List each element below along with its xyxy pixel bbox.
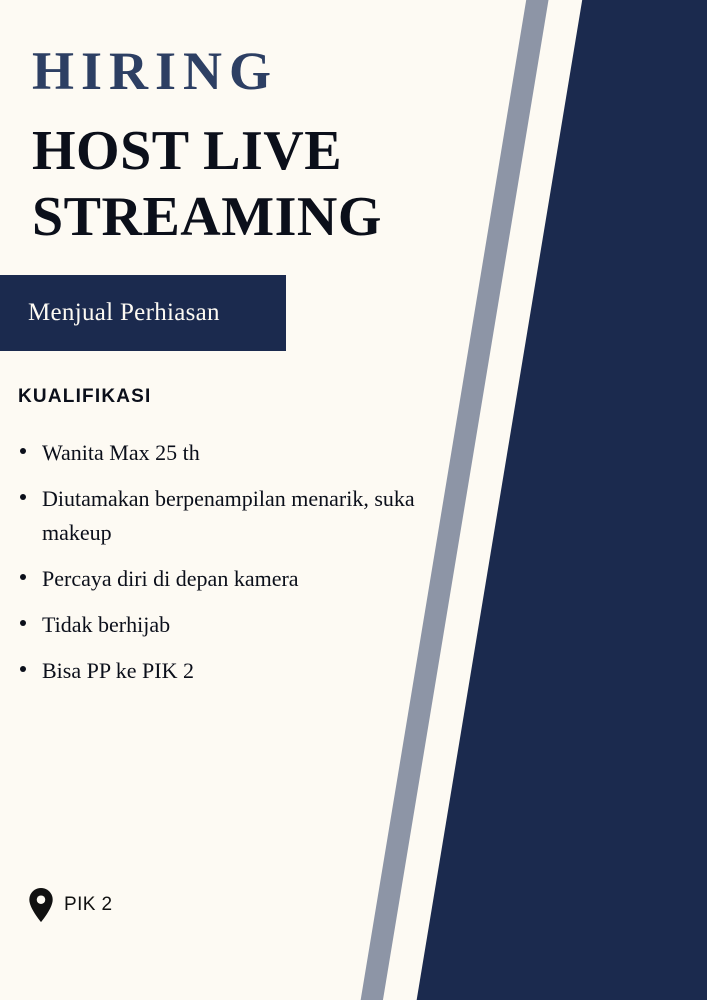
subtitle-band [0,275,286,351]
map-pin-icon [28,888,54,922]
list-item [18,436,488,470]
qualifications-list [18,436,488,701]
list-item-label: Diutamakan berpenampilan menarik, suka makeup [42,486,415,546]
page-title: HOST LIVE STREAMING [32,120,382,249]
bullet-icon [20,494,26,500]
qualifications-heading: KUALIFIKASI [18,386,152,407]
bullet-icon [20,620,26,626]
list-item [18,608,488,642]
location-block [28,888,112,922]
list-item-label: Wanita Max 25 th [42,440,200,465]
list-item [18,654,488,688]
list-item-label: Percaya diri di depan kamera [42,566,299,592]
location-label: PIK 2 [64,894,113,915]
hiring-eyebrow: HIRING [32,41,279,101]
bullet-icon [20,666,26,672]
list-item-label: Bisa PP ke PIK 2 [42,658,194,684]
subtitle-text: Menjual Perhiasan [28,299,220,326]
list-item-label: Tidak berhijab [42,612,171,638]
bullet-icon [20,448,26,454]
bullet-icon [20,574,26,580]
list-item [18,482,488,550]
list-item [18,562,488,596]
